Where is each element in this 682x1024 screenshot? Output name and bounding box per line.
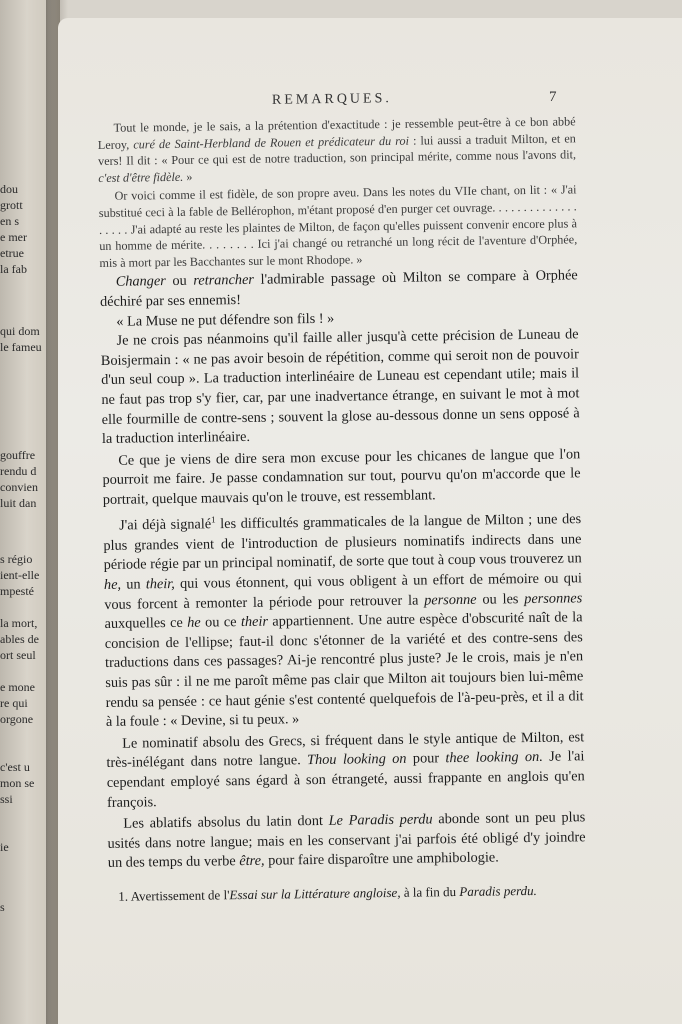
facing-page-fragment: e mone <box>0 680 35 694</box>
facing-page-fragment: ie <box>0 840 9 854</box>
facing-page-fragment: la mort, <box>0 616 38 630</box>
facing-page-fragment: re qui <box>0 696 28 710</box>
facing-page-fragment: mon se <box>0 776 35 790</box>
footnote-number: 1. <box>118 888 129 904</box>
paragraph: Ce que je viens de dire sera mon excuse pour les chicanes de langue que l'on pourroit me faire. Je passe condamnation sur tout, pourvu qu'on m'accorde que le portrait, quelque mauvais qu'on le trouve, est ressemblant. <box>102 445 581 508</box>
paragraph: Or voici comme il est fidèle, de son propre aveu. Dans les notes du VIIe chant, on lit : « J'ai substitué ceci à la fable de Bellérophon, m'étant proposé d'en purger cet ouvrage. . . . . . . . . . . . . . . . . . . J'ai adapté au reste les plaintes de Milton, de façon qu'elles puissent convenir encore plus à un homme de mérite. . . . . . . . Ici j'ai changé ou retranché un long récit de l'aventure d'Orphée, mis à mort par les Bacchantes sur le mont Rhodope. » <box>98 182 578 270</box>
facing-page-fragment: grott <box>0 198 23 212</box>
paragraph-italic: personne <box>424 591 477 609</box>
paragraph-text: pour <box>406 750 446 768</box>
facing-page-fragment: en s <box>0 214 19 228</box>
paragraph-text: ou <box>165 273 194 290</box>
paragraph-italic: Thou looking on <box>307 751 407 769</box>
facing-page-fragment: c'est u <box>0 760 30 774</box>
facing-page-fragment: la fab <box>0 262 27 276</box>
paragraph <box>103 506 584 733</box>
page-body <box>97 77 586 906</box>
facing-page-fragment: rendu d <box>0 464 37 478</box>
paragraph <box>106 728 585 813</box>
facing-page-fragment: luit dan <box>0 496 37 510</box>
facing-page-fragment: s régio <box>0 552 33 566</box>
paragraph: Je ne crois pas néanmoins qu'il faille aller jusqu'à cette précision de Luneau de Boisjermain : « ne pas avoir besoin de répétition, comme qui seroit non de pouvoir d'un seul coup ». La traduction interlinéaire de Luneau est cependant utile; mais il ne faut pas trop s'y fier, car, par une inadvertance étrange, en suivant le mot à mot elle fourmille de contre-sens ; souvent la glose au-dessous donne un sens opposé à la traduction interlinéaire. <box>100 326 580 448</box>
paragraph-italic: retrancher <box>193 272 255 290</box>
footnote-italic: Essai sur la Littérature angloise, <box>229 884 401 903</box>
paragraph-text: : lui aussi a traduit Milton, et en vers! Il dit : « Pour ce qui est de notre traduction, son principal mérite, comme nous l'avons dit, <box>97 130 577 169</box>
paragraph-italic: c'est d'être fidèle. <box>98 169 184 185</box>
paragraph-italic: être, <box>239 853 265 870</box>
paragraph-italic: their <box>240 613 269 631</box>
footnote-text: à la fin du <box>400 883 460 900</box>
paragraph-italic: he <box>187 614 201 631</box>
paragraph-text: » <box>183 169 193 184</box>
paragraph-text: qui vous étonnent, qui vous obligent à un effort de mémoire ou qui vous forcent à remonter la période pour retrouver la <box>104 570 583 613</box>
facing-page-fragment: dou <box>0 182 18 196</box>
footnote-italic: Paradis perdu. <box>459 882 537 899</box>
paragraph-text: l'admirable passage où Milton se compare à Orphée déchiré par ses ennemis! <box>99 267 578 310</box>
paragraph-italic: Le Paradis perdu <box>328 811 433 829</box>
paragraph-text: J'ai déjà signalé <box>119 516 212 534</box>
footnote-text: Avertissement de l' <box>127 887 230 904</box>
paragraph-text: Le nominatif absolu des Grecs, si fréquent dans le style antique de Milton, est très-inélégant dans notre langue. <box>106 729 585 772</box>
facing-page-fragment: e mer <box>0 230 27 244</box>
paragraph-italic: thee looking on. <box>445 749 543 767</box>
paragraph-italic: personnes <box>524 589 583 607</box>
paragraph-text: pour faire disparoître une amphibologie. <box>264 849 499 870</box>
paragraph-text: Les ablatifs absolus du latin dont <box>123 812 329 832</box>
facing-page-fragment: s <box>0 900 5 914</box>
paragraph <box>100 267 579 313</box>
paragraph-text: ou les <box>476 590 525 608</box>
paragraph-italic: he, <box>103 576 122 593</box>
facing-page-fragment: convien <box>0 480 38 494</box>
facing-page-fragment: ssi <box>0 792 13 806</box>
facing-page-fragment: ient-elle <box>0 568 40 582</box>
paragraph-text: appartiennent. Une autre espèce d'obscurité naît de la concision de l'ellipse; faut-il donc s'étonner de la variété et des contre-sens des traductions dans ces passages? Ai-je rencontré plus juste? Je le crois, mais je n'en suis pas sûr : il ne me paroît même pas clair que Milton ait toujours bien lui-même rendu sa pensée : ce haut génie s'est contenté quelquefois de l'à-peu-près, et il a dit à la foule : « Devine, si tu peux. » <box>104 609 584 731</box>
paragraph <box>98 113 577 186</box>
paragraph-text: abonde sont un peu plus usités dans notre langue; mais en les conservant j'ai parfois été obligé d'y joindre un des temps du verbe <box>107 809 586 872</box>
facing-page-fragment: ort seul <box>0 648 36 662</box>
paragraph-text: Tout le monde, je le sais, a la prétention d'exactitude : je ressemble peut-être à ce bon abbé Leroy, <box>97 114 576 152</box>
paragraph-text: Je l'ai cependant employé sans égard à son étrangeté, aussi frappante en anglois qu'en françois. <box>106 748 585 811</box>
paragraph-text: les difficultés grammaticales de la langue de Milton ; une des plus grandes vient de l'introduction de plusieurs nominatifs indirects dans une période régie par un principal nominatif, de sorte que tout à coup vous trouverez un <box>103 511 582 574</box>
facing-page-fragment: le fameu <box>0 340 42 354</box>
page-number: 7 <box>549 89 557 105</box>
paragraph-italic: Changer <box>115 273 166 291</box>
facing-page-fragment: etrue <box>0 246 24 260</box>
facing-page-fragment: mpesté <box>0 584 34 598</box>
paragraph-text: un <box>120 576 146 593</box>
quote-line: « La Muse ne put défendre son fils ! » <box>116 310 335 330</box>
footnote-ref: 1 <box>210 514 216 525</box>
facing-page-fragment: orgone <box>0 712 34 726</box>
paragraph-italic: their, <box>145 575 175 593</box>
facing-page-fragment: ables de <box>0 632 39 646</box>
facing-page-fragment: gouffre <box>0 448 36 462</box>
paragraph-italic: curé de Saint-Herbland de Rouen et prédicateur du roi <box>133 133 410 152</box>
paragraph-text: ou ce <box>200 614 242 631</box>
paragraph <box>107 808 586 873</box>
running-title: REMARQUES. <box>271 91 392 108</box>
facing-page-fragment: qui dom <box>0 324 40 338</box>
paragraph-text: auxquelles ce <box>104 614 188 633</box>
